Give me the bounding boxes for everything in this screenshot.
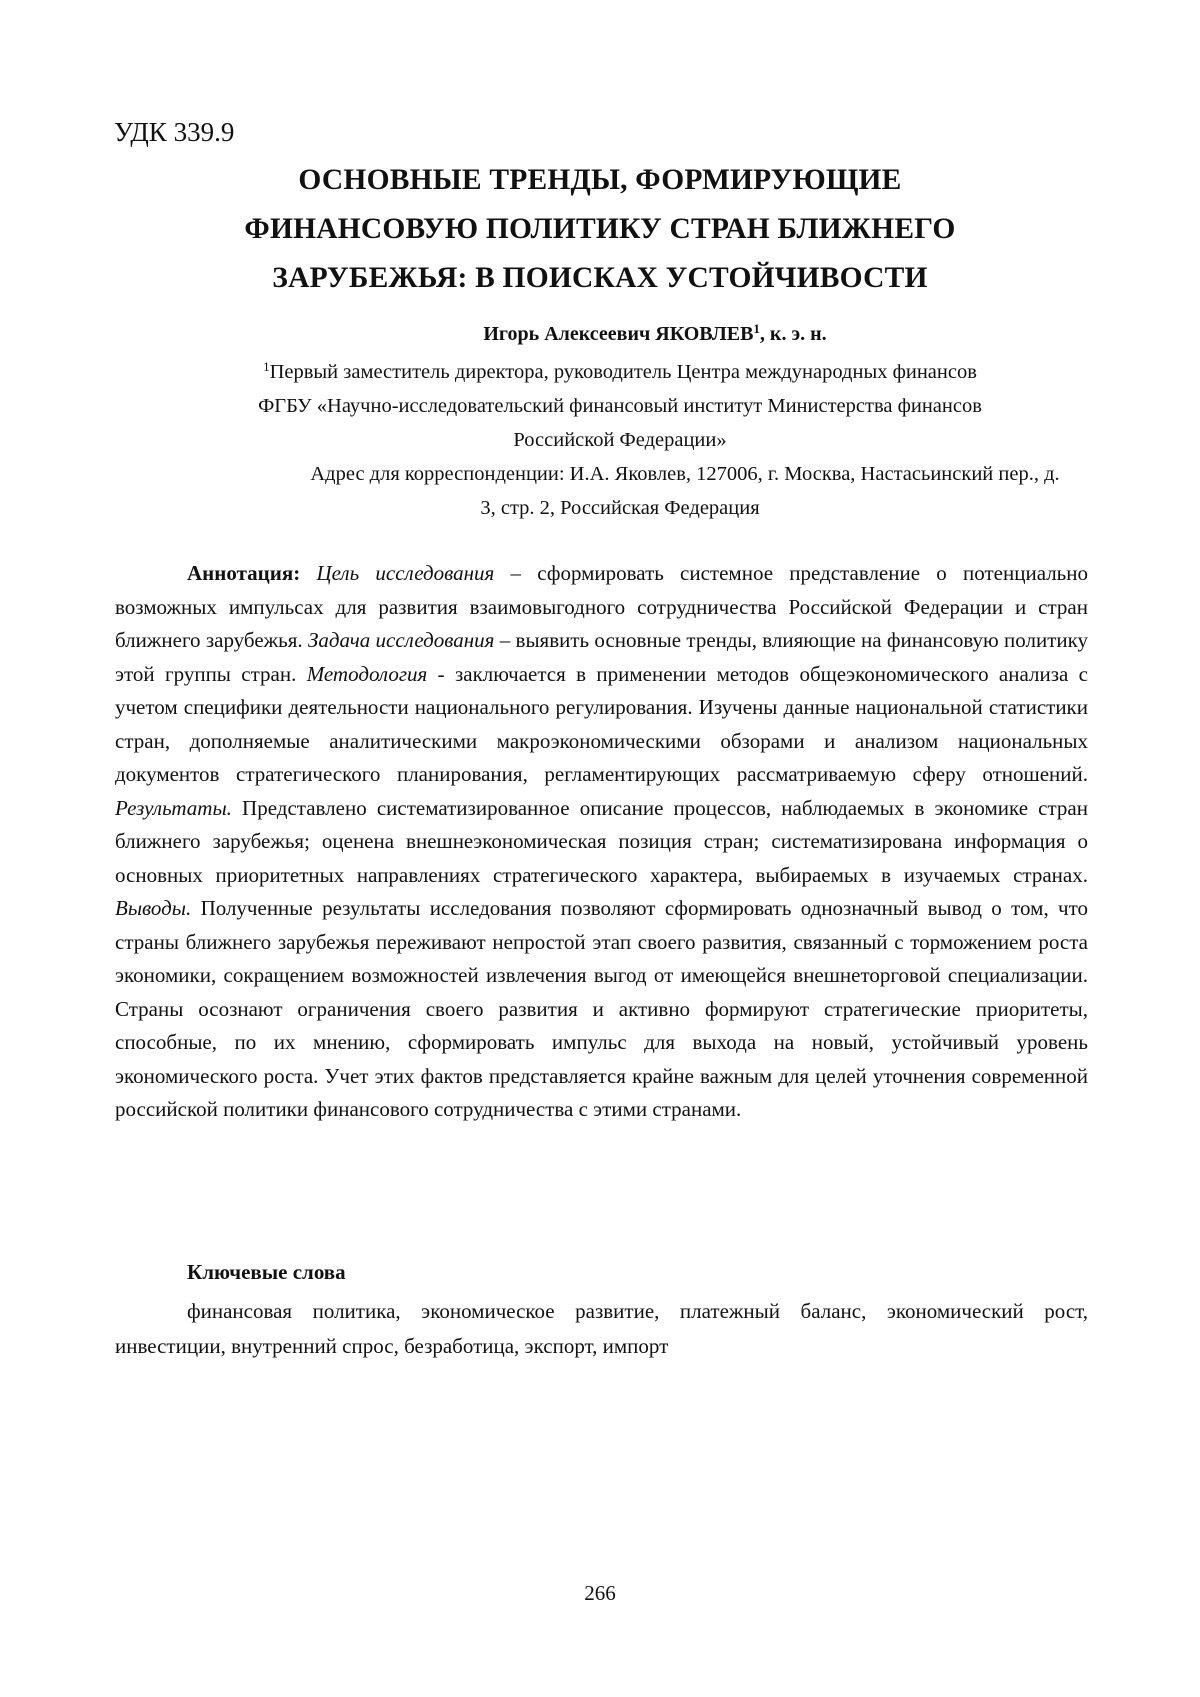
- abstract-paragraph: [115, 557, 1088, 1127]
- methodology-label: Методология: [306, 661, 428, 686]
- conclusions-text: Полученные результаты исследования позволяют сформировать однозначный вывод о том, что страны ближнего зарубежья переживают непростой этап своего развития, связанный с торможением роста экономики, сокращением возможностей извлечения выгод от имеющейся внешнеторговой специализации. Страны осознают ограничения своего развития и активно формируют стратегические приоритеты, способные, по их мнению, сформировать импульс для выхода на новый, устойчивый уровень экономического роста. Учет этих фактов представляется крайне важным для целей уточнения современной российской политики финансового сотрудничества с этими странами.: [115, 896, 1088, 1121]
- affiliation-block: [140, 355, 1100, 525]
- title-line: ЗАРУБЕЖЬЯ: В ПОИСКАХ УСТОЙЧИВОСТИ: [272, 262, 928, 294]
- page-number: 266: [584, 1581, 616, 1605]
- title-line: ОСНОВНЫЕ ТРЕНДЫ, ФОРМИРУЮЩИЕ: [298, 164, 902, 196]
- affiliation-line: Российской Федерации»: [513, 429, 727, 451]
- correspondence-address: 3, стр. 2, Российская Федерация: [480, 497, 760, 519]
- task-label: Задача исследования: [307, 628, 495, 652]
- keywords-text: финансовая политика, экономическое развитие, платежный баланс, экономический рост, инвестиции, внутренний спрос, безработица, экспорт, импорт: [115, 1299, 1088, 1358]
- results-label: Результаты.: [115, 795, 232, 820]
- results-text: Представлено систематизированное описание процессов, наблюдаемых в экономике стран ближнего зарубежья; оценена внешнеэкономическая позиция стран; систематизирована информация о основных приоритетных направлениях стратегического характера, выбираемых в изучаемых странах.: [115, 795, 1088, 887]
- affiliation-line: [140, 355, 1100, 389]
- task-text: – выявить основные тренды, влияющие на финансовую политику этой группы стран.: [115, 628, 1089, 686]
- author-degree: , к. э. н.: [759, 323, 827, 345]
- correspondence-address: Адрес для корреспонденции: И.А. Яковлев, 127006, г. Москва, Настасьинский пер., д.: [310, 463, 1060, 485]
- affiliation-line: ФГБУ «Научно-исследовательский финансовый институт Министерства финансов: [258, 395, 982, 417]
- author-name: Игорь Алексеевич ЯКОВЛЕВ: [483, 323, 754, 345]
- abstract-label: Аннотация:: [187, 561, 301, 585]
- conclusions-label: Выводы.: [115, 896, 192, 920]
- title-line: ФИНАНСОВУЮ ПОЛИТИКУ СТРАН БЛИЖНЕГО: [244, 213, 956, 245]
- aim-label: Цель исследования: [316, 561, 495, 585]
- udc-code: УДК 339.9: [114, 117, 235, 147]
- affiliation-footnote-mark: 1: [263, 359, 270, 374]
- methodology-text: - заключается в применении методов общеэкономического анализа с учетом специфики деятельности национального регулирования. Изучены данные национальной статистики стран, дополняемые аналитическими макроэкономическими обзорами и анализом национальных документов стратегического планирования, регламентирующих рассматриваемую сферу отношений.: [115, 661, 1088, 786]
- aim-text: – сформировать системное представление о потенциально возможных импульсах для развития взаимовыгодного сотрудничества Российской Федерации и стран ближнего зарубежья.: [115, 561, 1088, 652]
- author-line: [0, 320, 1200, 348]
- paper-title: [160, 156, 1040, 303]
- affiliation-text: Первый заместитель директора, руководитель Центра международных финансов: [269, 361, 977, 383]
- author-footnote-mark: 1: [753, 321, 760, 336]
- keywords-heading: Ключевые слова: [187, 1260, 346, 1284]
